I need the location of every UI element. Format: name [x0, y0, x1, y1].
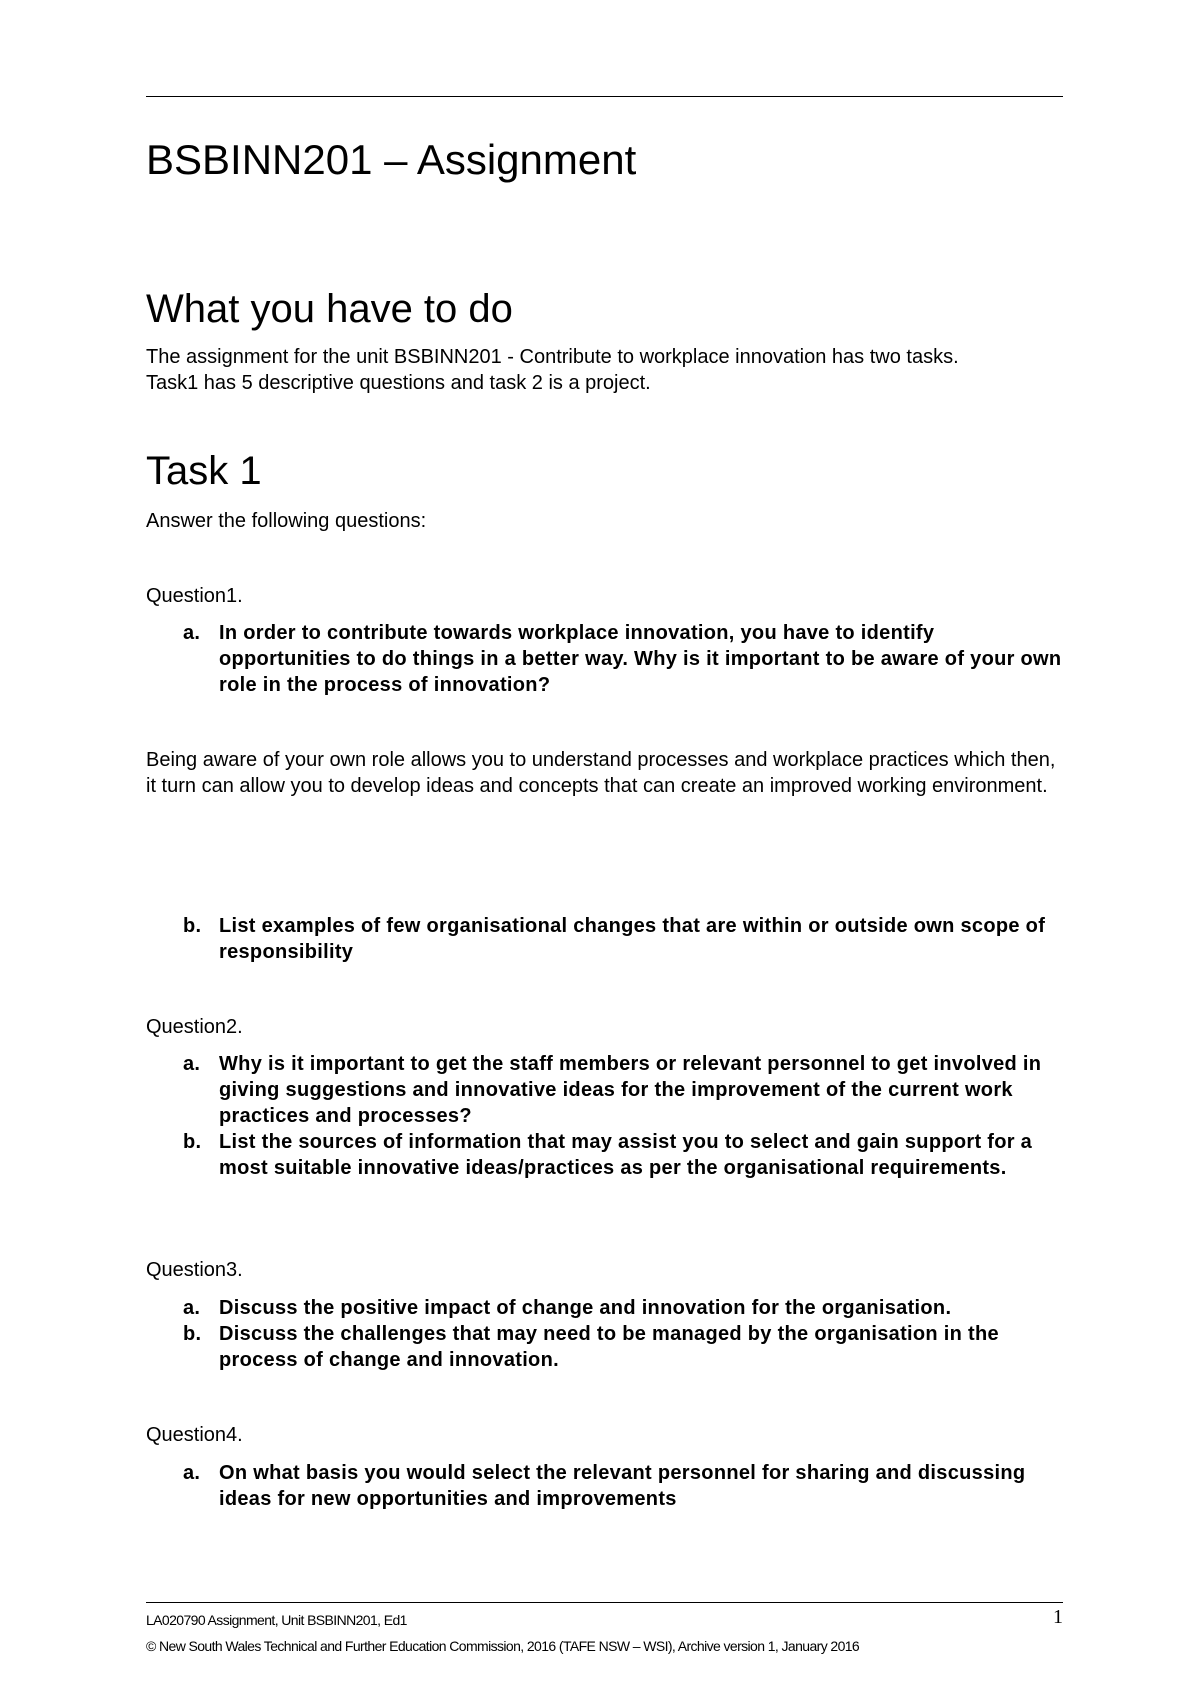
item-marker: a. — [183, 1053, 201, 1075]
footer-copyright: © New South Wales Technical and Further Education Commission, 2016 (TAFE NSW – WSI), Archive version 1, January 2016 — [146, 1638, 860, 1654]
item-marker: a. — [183, 622, 201, 644]
item-text: List examples of few organisational changes that are within or outside own scope of responsibility — [219, 915, 1046, 963]
section-heading-task-1: Task 1 — [146, 449, 262, 493]
question-heading: Question1. — [146, 585, 243, 607]
question-item — [146, 913, 1063, 965]
item-text: List the sources of information that may assist you to select and gain support for a most suitable innovative ideas/practices as per the organisational requirements. — [219, 1131, 1033, 1179]
item-marker: a. — [183, 1462, 201, 1484]
intro-paragraph — [146, 344, 1063, 396]
document-title: BSBINN201 – Assignment — [146, 136, 637, 183]
section-heading-what-to-do: What you have to do — [146, 287, 513, 331]
question-item — [146, 1295, 1063, 1321]
item-text: In order to contribute towards workplace innovation, you have to identify opportunities to do things in a better way. Why is it important to be aware of your own role in the process of innovation? — [219, 622, 1062, 696]
footer-rule — [146, 1602, 1063, 1603]
question-list — [146, 913, 1063, 965]
intro-line: The assignment for the unit BSBINN201 - Contribute to workplace innovation has two tasks. — [146, 346, 959, 368]
question-list — [146, 620, 1063, 698]
item-text: Why is it important to get the staff members or relevant personnel to get involved in giving suggestions and innovative ideas for the improvement of the current work practices and processes? — [219, 1053, 1042, 1127]
item-marker: a. — [183, 1297, 201, 1319]
task-instruction: Answer the following questions: — [146, 510, 427, 532]
question-list — [146, 1460, 1063, 1512]
item-text: Discuss the challenges that may need to be managed by the organisation in the process of change and innovation. — [219, 1323, 999, 1371]
footer-document-id: LA020790 Assignment, Unit BSBINN201, Ed1 — [146, 1612, 407, 1628]
question-heading: Question2. — [146, 1016, 243, 1038]
question-list — [146, 1295, 1063, 1373]
item-text: Discuss the positive impact of change and innovation for the organisation. — [219, 1297, 952, 1319]
question-heading: Question4. — [146, 1424, 243, 1446]
item-text: On what basis you would select the relevant personnel for sharing and discussing ideas for new opportunities and improvements — [219, 1462, 1026, 1510]
question-list — [146, 1051, 1063, 1181]
question-item — [146, 1051, 1063, 1129]
question-item — [146, 1460, 1063, 1512]
intro-line: Task1 has 5 descriptive questions and task 2 is a project. — [146, 372, 651, 394]
item-marker: b. — [183, 1323, 202, 1345]
question-item — [146, 1129, 1063, 1181]
answer-paragraph: Being aware of your own role allows you to understand processes and workplace practices which then, it turn can allow you to develop ideas and concepts that can create an improved working environment. — [146, 749, 1056, 797]
header-rule — [146, 96, 1063, 97]
page-number: 1 — [1053, 1606, 1063, 1628]
question-item — [146, 1321, 1063, 1373]
item-marker: b. — [183, 915, 202, 937]
question-heading: Question3. — [146, 1259, 243, 1281]
question-item — [146, 620, 1063, 698]
item-marker: b. — [183, 1131, 202, 1153]
